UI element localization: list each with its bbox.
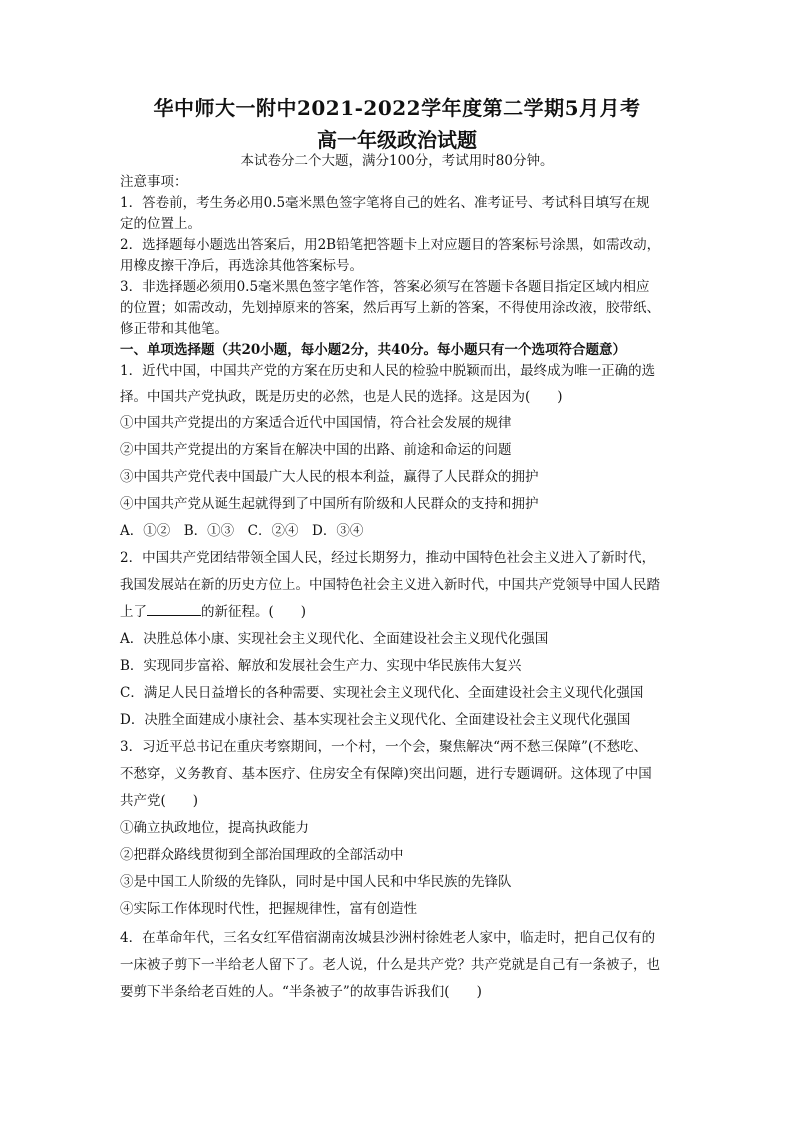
- q3-option-4: ④实际工作体现时代性，把握规律性，富有创造性: [120, 901, 417, 917]
- q2-choice-c: C．满足人民日益增长的各种需要、实现社会主义现代化、全面建设社会主义现代化强国: [120, 685, 644, 701]
- note-3-line-a: 3．非选择题必须用0.5毫米黑色签字笔作答，答案必须写在答题卡各题目指定区域内相应: [120, 279, 650, 295]
- q3-option-3: ③是中国工人阶级的先锋队，同时是中国人民和中华民族的先锋队: [120, 874, 512, 890]
- q1-stem-a: 1．近代中国，中国共产党的方案在历史和人民的检验中脱颖而出，最终成为唯一正确的选: [120, 363, 656, 379]
- note-3-line-b: 的位置；如需改动，先划掉原来的答案，然后再写上新的答案，不得使用涂改液，胶带纸、: [120, 300, 660, 316]
- q3-stem-c: 共产党( ): [120, 793, 199, 809]
- exam-info: 本试卷分二个大题，满分100分，考试用时80分钟。: [240, 153, 554, 169]
- note-2-line-b: 用橡皮擦干净后，再选涂其他答案标号。: [120, 258, 363, 274]
- section-heading: 一、单项选择题（共20小题，每小题2分，共40分。每小题只有一个选项符合题意）: [120, 342, 626, 358]
- q4-stem-a: 4．在革命年代，三名女红军借宿湖南汝城县沙洲村徐姓老人家中，临走时，把自己仅有的: [120, 930, 656, 946]
- q3-option-1: ①确立执政地位，提高执政能力: [120, 820, 309, 836]
- note-3-line-c: 修正带和其他笔。: [120, 321, 228, 337]
- q2-stem-b: 我国发展站在新的历史方位上。中国特色社会主义进入新时代，中国共产党领导中国人民踏: [120, 577, 660, 593]
- fill-in-blank: [147, 603, 201, 616]
- q1-option-4: ④中国共产党从诞生起就得到了中国所有阶级和人民群众的支持和拥护: [120, 496, 539, 512]
- exam-subtitle: 高一年级政治试题: [317, 128, 477, 152]
- note-2-line-a: 2．选择题每小题选出答案后，用2B铅笔把答题卡上对应题目的答案标号涂黑，如需改动，: [120, 237, 661, 253]
- q2-choice-a: A．决胜总体小康、实现社会主义现代化、全面建设社会主义现代化强国: [120, 631, 549, 647]
- q1-option-3: ③中国共产党代表中国最广大人民的根本利益，赢得了人民群众的拥护: [120, 469, 539, 485]
- q2-stem-a: 2．中国共产党团结带领全国人民，经过长期努力，推动中国特色社会主义进入了新时代，: [120, 550, 656, 566]
- q4-stem-b: 一床被子剪下一半给老人留下了。老人说，什么是共产党？共产党就是自己有一条被子，也: [120, 957, 660, 973]
- q1-option-1: ①中国共产党提出的方案适合近代中国国情，符合社会发展的规律: [120, 415, 512, 431]
- q2-choice-d: D．决胜全面建成小康社会、基本实现社会主义现代化、全面建设社会主义现代化强国: [120, 712, 631, 728]
- q2-stem-c-suffix: 的新征程。( ): [201, 604, 307, 620]
- q3-option-2: ②把群众路线贯彻到全部治国理政的全部活动中: [120, 847, 404, 863]
- note-1-line-a: 1．答卷前，考生务必用0.5毫米黑色签字笔将自己的姓名、准考证号、考试科目填写在规: [120, 195, 650, 211]
- q4-stem-c: 要剪下半条给老百姓的人。“半条被子”的故事告诉我们( ): [120, 984, 482, 1000]
- q2-choice-b: B．实现同步富裕、解放和发展社会生产力、实现中华民族伟大复兴: [120, 658, 522, 674]
- q3-stem-b: 不愁穿，义务教育、基本医疗、住房安全有保障)突出问题，进行专题调研。这体现了中国: [120, 766, 652, 782]
- q1-stem-b: 择。中国共产党执政，既是历史的必然，也是人民的选择。这是因为( ): [120, 389, 563, 405]
- q3-stem-a: 3．习近平总书记在重庆考察期间，一个村，一个会，聚焦解决“两不愁三保障”(不愁吃、: [120, 739, 648, 755]
- note-1-line-b: 定的位置上。: [120, 216, 201, 232]
- q1-choices: A．①② B．①③ C．②④ D．③④: [120, 523, 364, 539]
- q2-stem-c-prefix: 上了: [120, 604, 147, 620]
- q2-stem-c: [120, 603, 680, 621]
- exam-title: 华中师大一附中2021-2022学年度第二学期5月月考: [153, 96, 641, 120]
- notes-heading: 注意事项：: [120, 174, 188, 190]
- q1-option-2: ②中国共产党提出的方案旨在解决中国的出路、前途和命运的问题: [120, 442, 512, 458]
